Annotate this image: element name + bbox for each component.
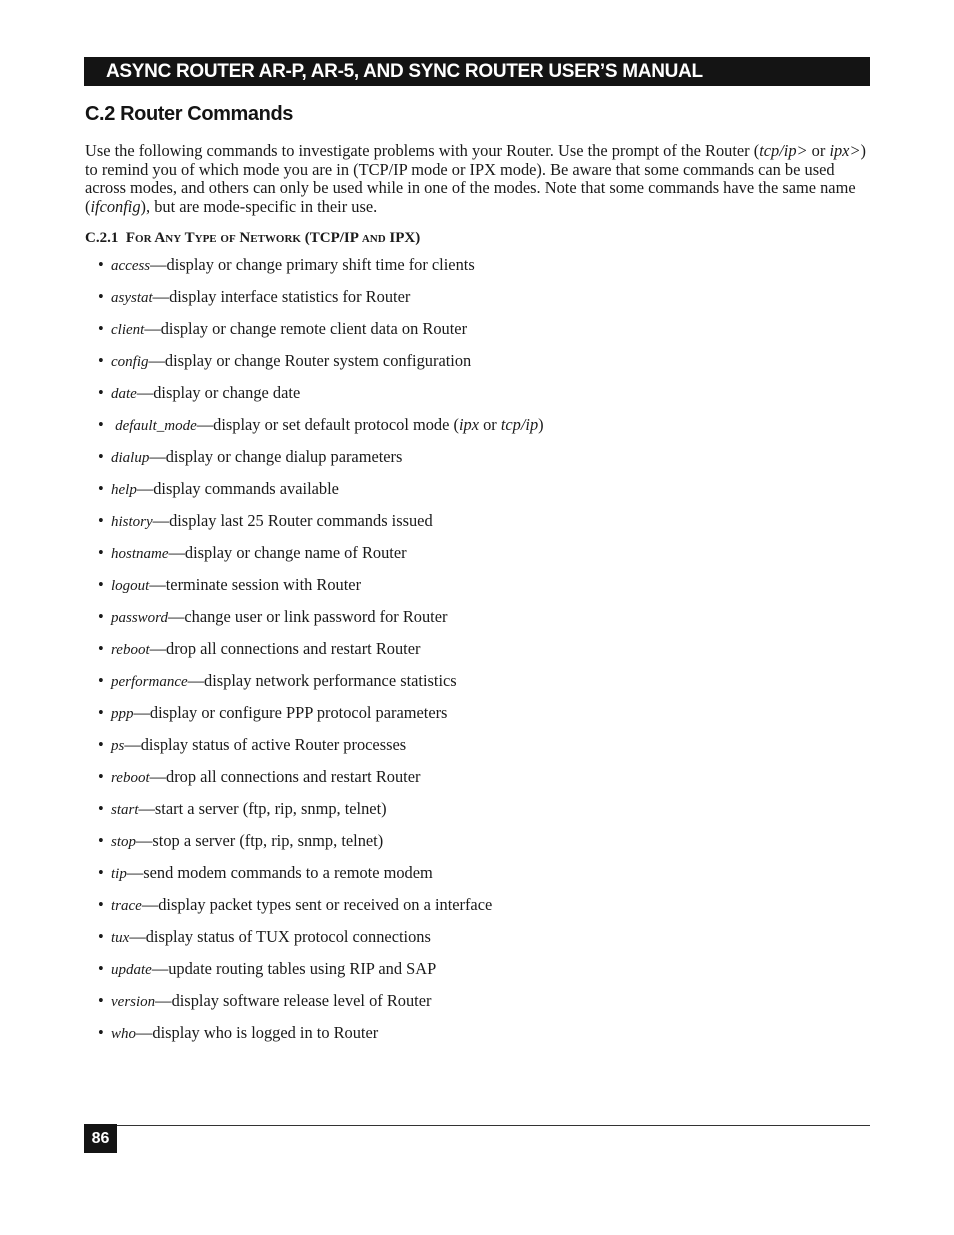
ipx-mode-term: ipx	[458, 415, 479, 434]
command-name: reboot	[111, 770, 150, 786]
bullet-icon: •	[98, 767, 104, 786]
command-description: —display who is logged in to Router	[136, 1023, 379, 1042]
page-number: 86	[84, 1124, 117, 1153]
bullet-icon: •	[98, 895, 104, 914]
bullet-icon: •	[98, 1023, 104, 1042]
bullet-icon: •	[98, 319, 104, 338]
bullet-icon: •	[98, 927, 104, 946]
command-item	[98, 478, 544, 510]
command-name: who	[111, 1026, 137, 1042]
command-item	[98, 702, 544, 734]
command-item	[98, 926, 544, 958]
command-item	[98, 958, 544, 990]
tcpip-prompt: tcp/ip>	[759, 141, 808, 160]
command-description: —display interface statistics for Router	[152, 287, 411, 306]
command-item	[98, 638, 544, 670]
command-item	[98, 446, 544, 478]
bullet-icon: •	[98, 991, 104, 1010]
bullet-icon: •	[98, 575, 104, 594]
command-description: —display network performance statistics	[187, 671, 457, 690]
command-item	[98, 542, 544, 574]
command-item	[98, 766, 544, 798]
command-name: trace	[111, 898, 142, 914]
command-description: —display or change remote client data on Router	[144, 319, 468, 338]
command-name: tip	[111, 866, 127, 882]
command-name: ps	[111, 738, 125, 754]
manual-header-bar	[84, 57, 870, 86]
command-description: —display or change name of Router	[168, 543, 407, 562]
command-item	[98, 318, 544, 350]
command-name: logout	[111, 578, 150, 594]
command-description: —display or change dialup parameters	[149, 447, 403, 466]
command-name: dialup	[111, 450, 150, 466]
command-name: stop	[111, 834, 137, 850]
command-item	[98, 254, 544, 286]
command-name: default_mode	[115, 418, 197, 434]
bullet-icon: •	[98, 383, 104, 402]
bullet-icon: •	[98, 447, 104, 466]
command-name: help	[111, 482, 137, 498]
bullet-icon: •	[98, 543, 104, 562]
command-item	[98, 286, 544, 318]
subsection-title: C.2.1 For Any Type of Network (TCP/IP and IPX)	[85, 230, 421, 246]
bullet-icon: •	[98, 735, 104, 754]
command-description: —display or configure PPP protocol parameters	[133, 703, 448, 722]
command-description: —drop all connections and restart Router	[149, 639, 421, 658]
command-name: version	[111, 994, 156, 1010]
command-item	[98, 510, 544, 542]
command-description: —display status of active Router processes	[124, 735, 407, 754]
bullet-icon: •	[98, 511, 104, 530]
command-item	[98, 382, 544, 414]
command-item	[98, 798, 544, 830]
command-item	[98, 830, 544, 862]
command-description: —terminate session with Router	[149, 575, 362, 594]
bullet-icon: •	[98, 479, 104, 498]
command-item	[98, 894, 544, 926]
manual-title: ASYNC ROUTER AR-P, AR-5, AND SYNC ROUTER USER’S MANUAL	[106, 60, 703, 82]
command-item	[98, 574, 544, 606]
bullet-icon: •	[98, 607, 104, 626]
command-description: —display last 25 Router commands issued	[152, 511, 433, 530]
command-description: —send modem commands to a remote modem	[126, 863, 433, 882]
command-description: —display or change Router system configuration	[148, 351, 472, 370]
command-name: update	[111, 962, 152, 978]
command-item	[98, 350, 544, 382]
command-item: • default_mode—display or set default protocol mode (ipx or tcp/ip)	[98, 415, 544, 434]
command-name: reboot	[111, 642, 150, 658]
command-name: ppp	[111, 706, 134, 722]
bullet-icon: •	[98, 255, 104, 274]
command-name: tux	[111, 930, 130, 946]
command-description: —display packet types sent or received on a interface	[141, 895, 493, 914]
bullet-icon: •	[98, 415, 104, 434]
command-description: —display status of TUX protocol connections	[129, 927, 431, 946]
command-item	[98, 606, 544, 638]
bullet-icon: •	[98, 671, 104, 690]
command-item	[98, 990, 544, 1022]
bullet-icon: •	[98, 959, 104, 978]
command-description: —change user or link password for Router	[167, 607, 448, 626]
command-description: —update routing tables using RIP and SAP	[151, 959, 437, 978]
bullet-icon: •	[98, 351, 104, 370]
bullet-icon: •	[98, 639, 104, 658]
ipx-prompt: ipx>	[829, 141, 861, 160]
command-description: —display or change date	[136, 383, 301, 402]
command-description: —start a server (ftp, rip, snmp, telnet)	[138, 799, 387, 818]
command-description: —stop a server (ftp, rip, snmp, telnet)	[136, 831, 384, 850]
command-name: config	[111, 354, 149, 370]
command-item	[98, 670, 544, 702]
bullet-icon: •	[98, 799, 104, 818]
command-description: —display or set default protocol mode (	[196, 415, 459, 434]
command-description: —display software release level of Router	[155, 991, 432, 1010]
command-name: date	[111, 386, 137, 402]
command-name: performance	[111, 674, 188, 690]
command-list	[98, 254, 544, 1054]
footer-divider	[117, 1125, 870, 1126]
command-description: —drop all connections and restart Router	[149, 767, 421, 786]
command-name: client	[111, 322, 145, 338]
command-item	[98, 862, 544, 894]
command-item	[98, 1022, 544, 1054]
intro-paragraph: Use the following commands to investigate problems with your Router. Use the prompt of the Router (tcp/ip> or ipx>) to remind you of which mode you are in (TCP/IP mode or IPX mode). Be aware that some commands can be used across modes, and others can only be used while in one of the modes. Note that some commands have the same name (ifconfig), but are mode-specific in their use.	[85, 141, 866, 216]
ifconfig-term: ifconfig	[90, 196, 141, 216]
command-name: access	[111, 258, 151, 274]
command-item	[98, 734, 544, 766]
bullet-icon: •	[98, 287, 104, 306]
section-title: C.2 Router Commands	[85, 103, 293, 125]
command-name: history	[111, 514, 153, 530]
command-description: —display commands available	[136, 479, 339, 498]
command-name: password	[111, 610, 168, 626]
bullet-icon: •	[98, 831, 104, 850]
command-description: —display or change primary shift time for clients	[150, 255, 475, 274]
tcpip-mode-term: tcp/ip	[500, 415, 539, 434]
bullet-icon: •	[98, 863, 104, 882]
bullet-icon: •	[98, 703, 104, 722]
command-name: start	[111, 802, 139, 818]
command-name: hostname	[111, 546, 169, 562]
command-name: asystat	[111, 290, 153, 306]
